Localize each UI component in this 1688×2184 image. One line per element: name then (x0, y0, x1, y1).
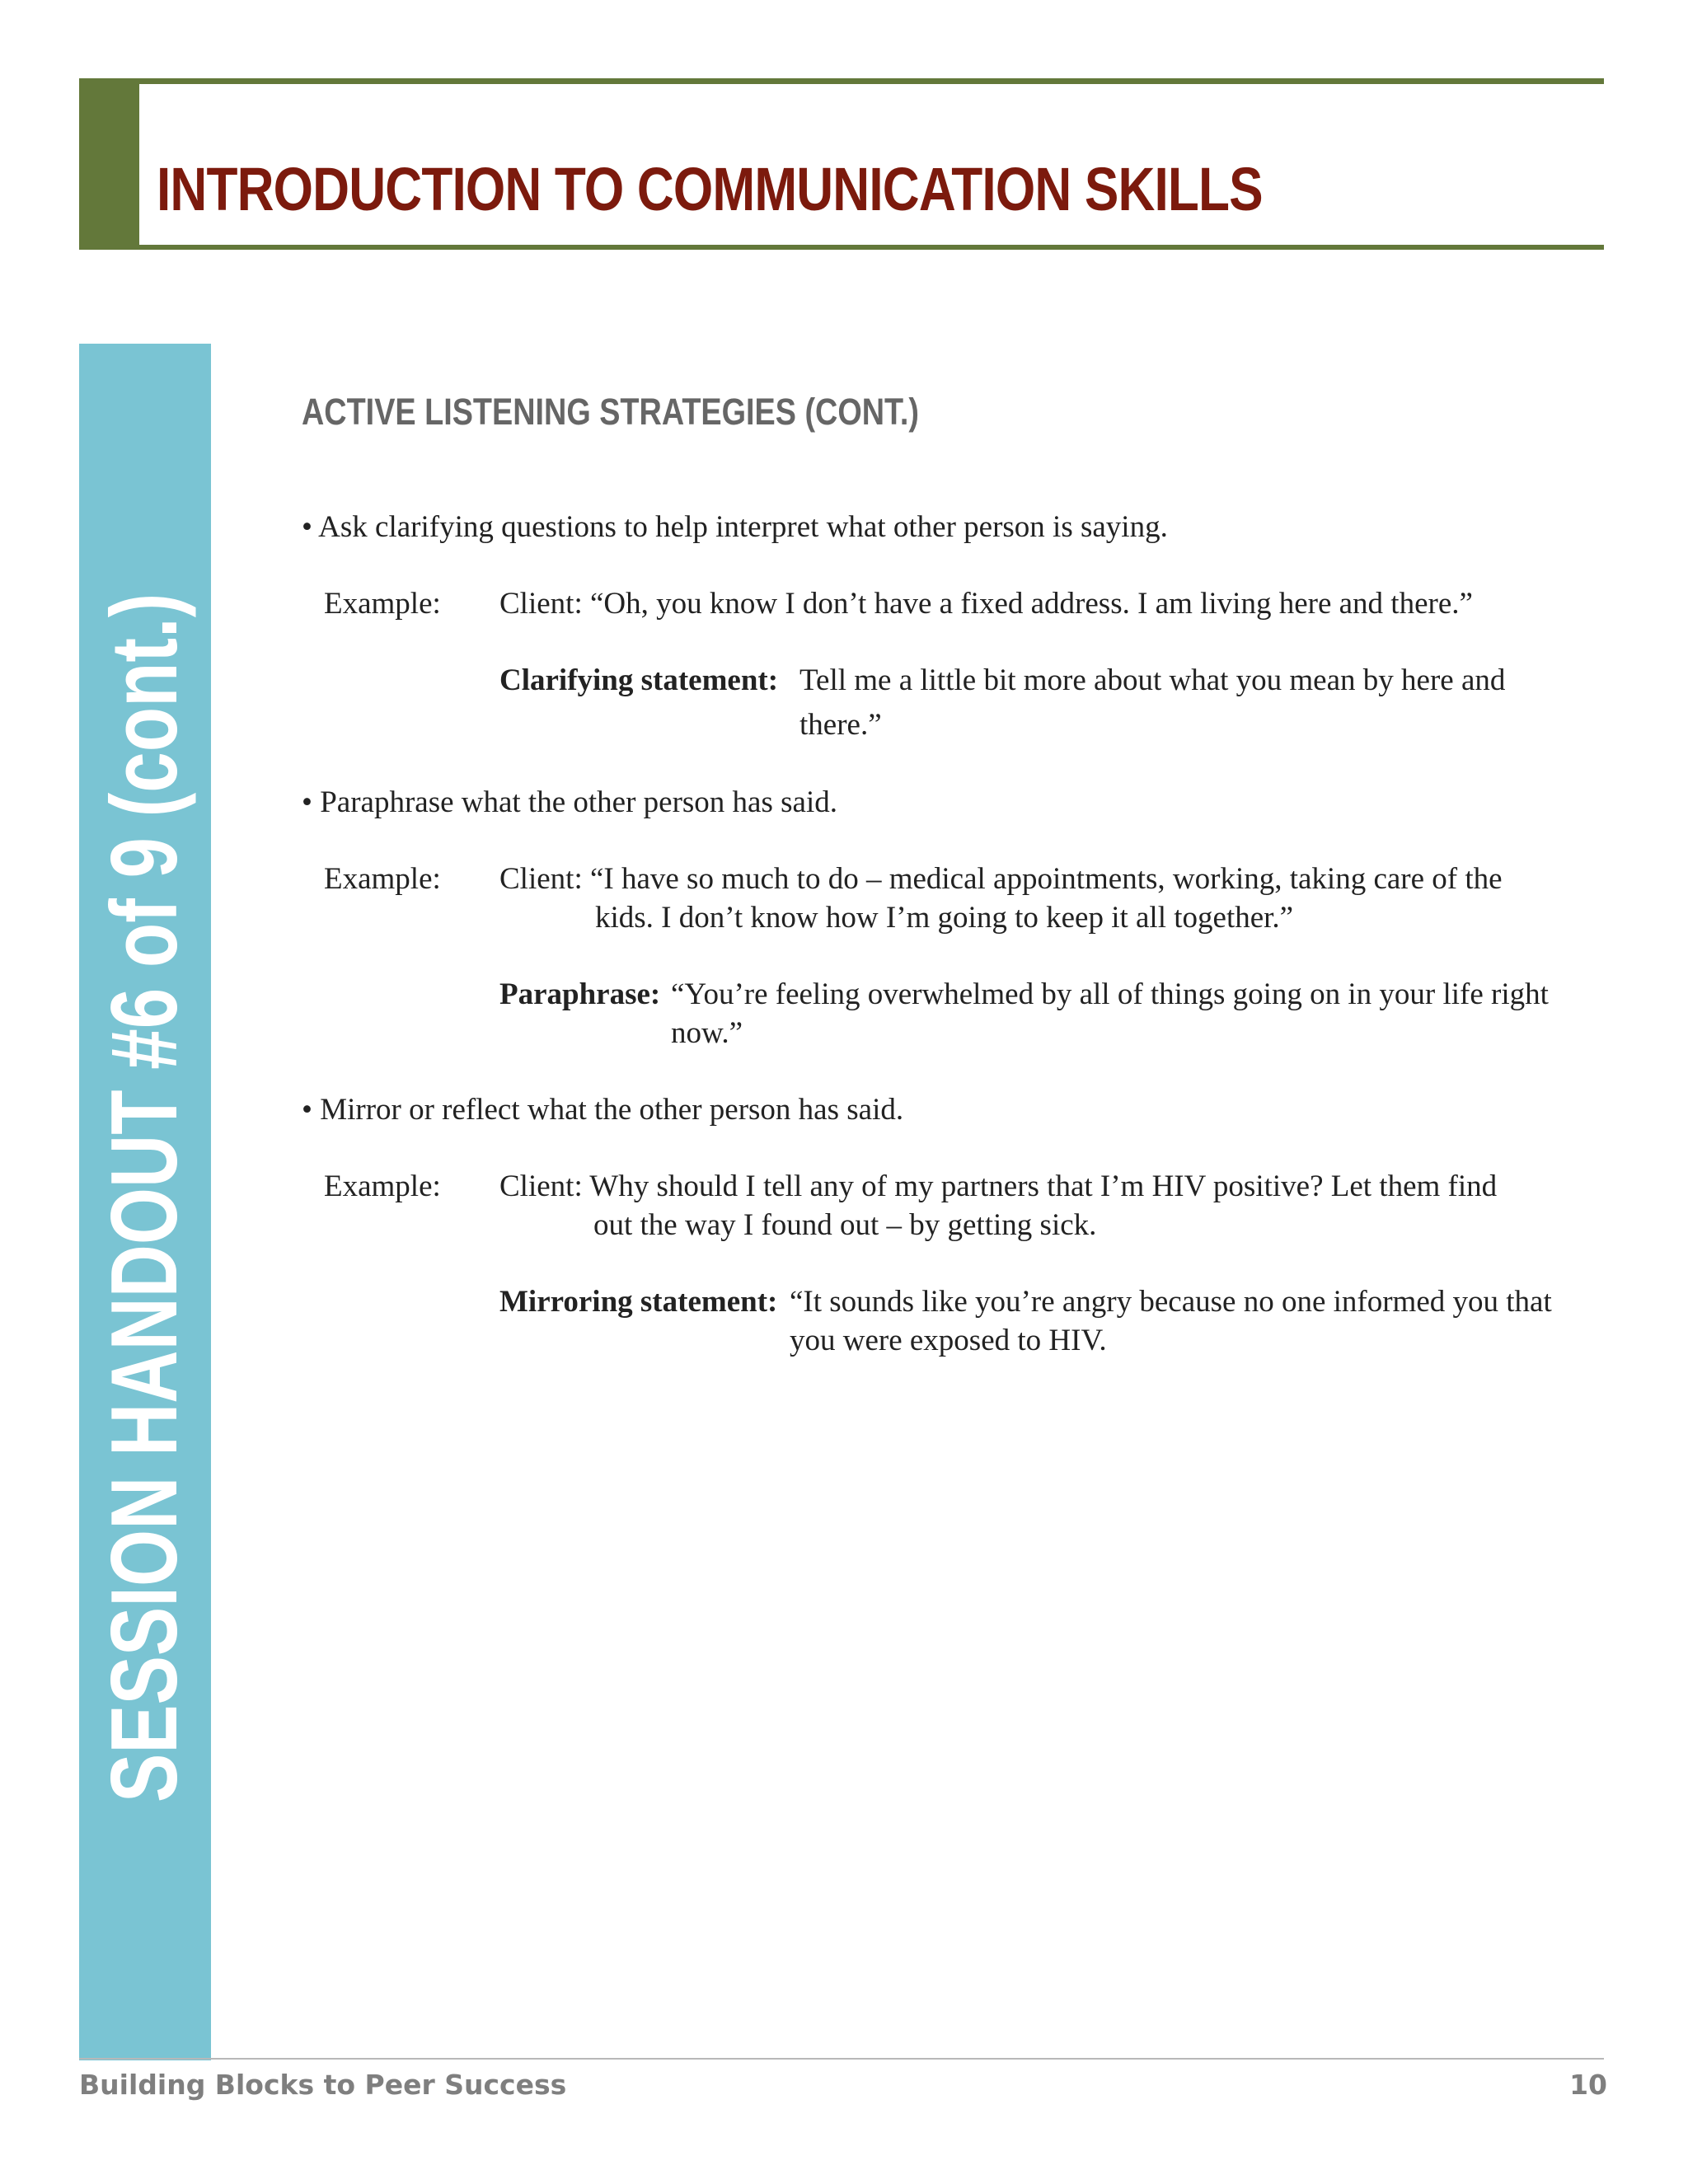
session-side-tab-label: SESSION HANDOUT #6 of 9 (cont.) (92, 593, 197, 1802)
mirroring-statement-line: “It sounds like you’re angry because no one informed you that (790, 1285, 1552, 1319)
header-rule-top (139, 78, 1604, 84)
mirroring-statement-line: you were exposed to HIV. (790, 1324, 1107, 1357)
footer-divider (79, 2058, 1604, 2060)
clarifying-statement-line: Tell me a little bit more about what you mean by here and (799, 663, 1506, 697)
footer-publication-title: Building Blocks to Peer Success (79, 2069, 567, 2101)
paraphrase-line: now.” (671, 1016, 743, 1050)
page-title: INTRODUCTION TO COMMUNICATION SKILLS (157, 155, 1263, 223)
example-label: Example: (324, 1169, 441, 1203)
bullet-mirroring: • Mirror or reflect what the other person has said. (302, 1093, 904, 1127)
section-heading: ACTIVE LISTENING STRATEGIES (CONT.) (302, 391, 920, 433)
paraphrase-line: “You’re feeling overwhelmed by all of things going on in your life right (671, 977, 1549, 1011)
footer-page-number: 10 (1569, 2069, 1607, 2101)
session-side-tab (79, 344, 211, 2060)
client-quote-line: Client: Why should I tell any of my partners that I’m HIV positive? Let them find (499, 1169, 1498, 1203)
client-quote-line: out the way I found out – by getting sick. (593, 1208, 1097, 1242)
header-accent-bar (79, 78, 139, 250)
client-quote-line: kids. I don’t know how I’m going to keep it all together.” (595, 901, 1294, 935)
example-label: Example: (324, 587, 441, 621)
example-label: Example: (324, 862, 441, 896)
bullet-paraphrase: • Paraphrase what the other person has said. (302, 785, 837, 819)
bullet-clarifying: • Ask clarifying questions to help interpret what other person is saying. (302, 510, 1168, 544)
clarifying-statement-label: Clarifying statement: (499, 663, 779, 697)
client-quote-line: Client: “Oh, you know I don’t have a fixed address. I am living here and there.” (499, 587, 1473, 621)
paraphrase-label: Paraphrase: (499, 977, 661, 1011)
header-rule-bottom (139, 245, 1604, 250)
clarifying-statement-line: there.” (799, 708, 882, 742)
client-quote-line: Client: “I have so much to do – medical appointments, working, taking care of the (499, 862, 1503, 896)
mirroring-statement-label: Mirroring statement: (499, 1285, 778, 1319)
